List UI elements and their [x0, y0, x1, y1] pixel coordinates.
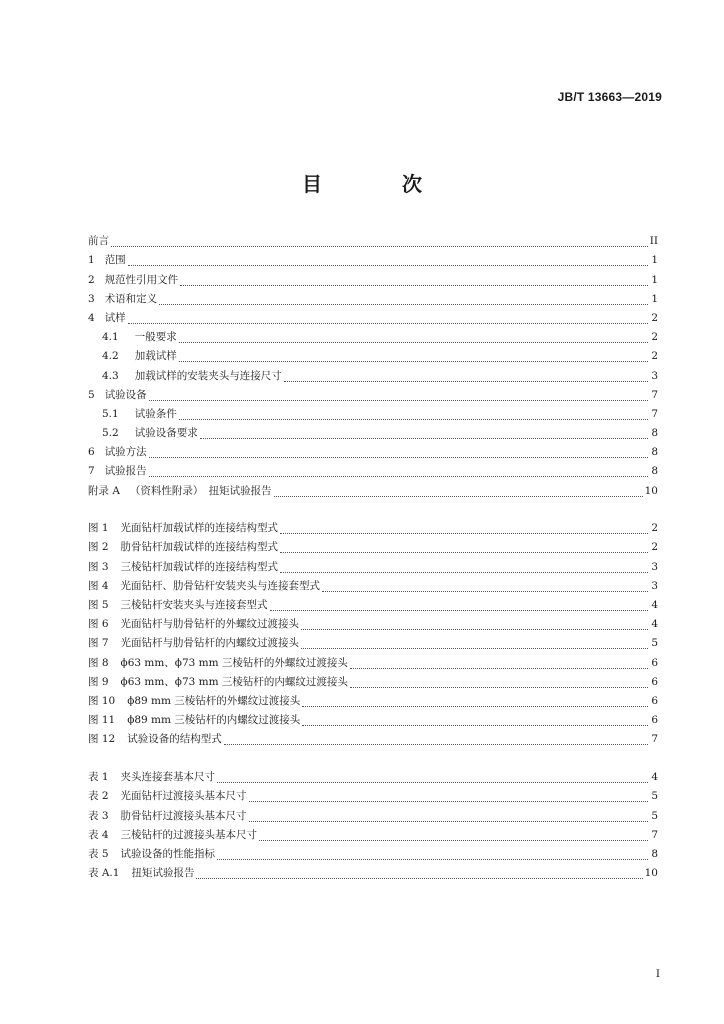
toc-entry-number: 图 2 [88, 541, 109, 554]
toc-entry-page: 6 [651, 714, 658, 727]
toc-leader-dots [179, 353, 648, 362]
toc-leader-dots [284, 373, 648, 382]
toc-entry-title: 肋骨钻杆加载试样的连接结构型式 [120, 541, 279, 554]
toc-entry-title: （资料性附录） 扭矩试验报告 [129, 484, 272, 497]
toc-leader-dots [179, 411, 648, 420]
toc-leader-dots [149, 449, 648, 458]
toc-entry[interactable] [88, 305, 658, 324]
toc-entry[interactable] [88, 228, 658, 247]
toc-leader-dots [200, 430, 648, 439]
toc-entry-number: 表 1 [88, 771, 109, 784]
toc-entry[interactable] [88, 343, 658, 362]
toc-entry-title: 光面钻杆、肋骨钻杆安装夹头与连接套型式 [120, 579, 321, 592]
toc-leader-dots [322, 583, 648, 592]
toc-entry-number: 1 [88, 254, 95, 267]
toc-entry[interactable] [88, 534, 658, 553]
toc-entry-title: ϕ63 mm、ϕ73 mm 三棱钻杆的内螺纹过渡接头 [120, 675, 348, 688]
toc-entry-page: 7 [651, 828, 658, 841]
toc-entry-page: 6 [651, 675, 658, 688]
toc-table-list [88, 764, 658, 879]
toc-leader-dots [280, 564, 648, 573]
toc-entry-title: 三棱钻杆的过渡接头基本尺寸 [120, 828, 258, 841]
toc-entry-title: ϕ63 mm、ϕ73 mm 三棱钻杆的外螺纹过渡接头 [120, 656, 348, 669]
toc-entry-number: 4.1 [102, 331, 119, 344]
toc-entry-page: 4 [651, 618, 658, 631]
toc-entry-page: 7 [651, 407, 658, 420]
toc-entry-title: 扭矩试验报告 [131, 867, 195, 880]
toc-entry[interactable] [88, 515, 658, 534]
toc-entry-title: 试样 [104, 311, 126, 324]
toc-entry-title: 试验报告 [104, 465, 147, 478]
toc-entry-page: 1 [651, 273, 658, 286]
toc-leader-dots [301, 621, 648, 630]
toc-entry[interactable] [88, 420, 658, 439]
toc-entry-title: ϕ89 mm 三棱钻杆的外螺纹过渡接头 [127, 694, 301, 707]
toc-entry-page: 8 [651, 465, 658, 478]
toc-entry-number: 图 1 [88, 522, 109, 535]
toc-entry-title: 试验方法 [104, 446, 147, 459]
toc-leader-dots [128, 257, 648, 266]
toc-entry[interactable] [88, 266, 658, 285]
toc-entry-page: 2 [651, 350, 658, 363]
toc-entry-number: 图 12 [88, 733, 116, 746]
standard-code: JB/T 13663—2019 [557, 90, 662, 104]
toc-entry-page: 8 [651, 847, 658, 860]
toc-entry-number: 4.3 [102, 369, 119, 382]
toc-entry[interactable] [88, 382, 658, 401]
toc-leader-dots [249, 793, 648, 802]
toc-entry-page: 5 [651, 637, 658, 650]
toc-entry[interactable] [88, 573, 658, 592]
toc-entry-page: 4 [651, 771, 658, 784]
toc-leader-dots [280, 525, 648, 534]
toc-entry[interactable] [88, 822, 658, 841]
toc-entry[interactable] [88, 592, 658, 611]
toc-entry-title: 光面钻杆与肋骨钻杆的内螺纹过渡接头 [120, 637, 300, 650]
page-number: I [655, 968, 660, 980]
toc-entry-number: 表 3 [88, 809, 109, 822]
toc-entry-page: 2 [651, 331, 658, 344]
toc-leader-dots [270, 602, 648, 611]
toc-entry-page: 3 [651, 560, 658, 573]
toc-leader-dots [149, 392, 648, 401]
toc-entry[interactable] [88, 841, 658, 860]
toc-entry-number: 图 9 [88, 675, 109, 688]
toc-main-list [88, 228, 658, 497]
toc-entry-number: 图 7 [88, 637, 109, 650]
toc-leader-dots [196, 870, 642, 879]
toc-leader-dots [259, 832, 648, 841]
toc-entry-title: 试验条件 [134, 407, 177, 420]
toc-entry-title: 范围 [104, 254, 126, 267]
toc-entry-title: 加载试样 [134, 350, 177, 363]
toc-entry-title: 光面钻杆加载试样的连接结构型式 [120, 522, 279, 535]
toc-entry[interactable] [88, 286, 658, 305]
toc-entry-number: 表 5 [88, 847, 109, 860]
toc-entry-number: 7 [88, 465, 95, 478]
toc-entry[interactable] [88, 324, 658, 343]
toc-entry-title: 一般要求 [134, 331, 177, 344]
toc-entry-title: 试验设备的性能指标 [120, 847, 216, 860]
toc-leader-dots [302, 698, 648, 707]
toc-entry-number: 2 [88, 273, 95, 286]
toc-entry-page: 5 [651, 809, 658, 822]
toc-leader-dots [249, 813, 648, 822]
toc-entry[interactable] [88, 649, 658, 668]
toc-entry-page: 3 [651, 579, 658, 592]
toc-entry-number: 5.2 [102, 427, 119, 440]
toc-entry-title: 规范性引用文件 [104, 273, 179, 286]
toc-leader-dots [149, 468, 648, 477]
toc-leader-dots [350, 660, 648, 669]
toc-entry[interactable] [88, 860, 658, 879]
toc-entry[interactable] [88, 688, 658, 707]
toc-leader-dots [217, 851, 648, 860]
toc-entry-title: 三棱钻杆加载试样的连接结构型式 [120, 560, 279, 573]
toc-entry[interactable] [88, 726, 658, 745]
toc-leader-dots [179, 334, 648, 343]
toc-entry-number: 5 [88, 388, 95, 401]
toc-entry-number: 图 8 [88, 656, 109, 669]
toc-entry-title: 术语和定义 [104, 292, 158, 305]
toc-entry-page: 2 [651, 522, 658, 535]
toc-leader-dots [274, 488, 643, 497]
toc-entry[interactable] [88, 707, 658, 726]
toc-entry-title: ϕ89 mm 三棱钻杆的内螺纹过渡接头 [127, 714, 301, 727]
toc-entry-title: 加载试样的安装夹头与连接尺寸 [134, 369, 282, 382]
toc-entry[interactable] [88, 669, 658, 688]
toc-entry-page: 4 [651, 598, 658, 611]
toc-entry-page: 5 [651, 790, 658, 803]
toc-leader-dots [350, 679, 648, 688]
toc-entry[interactable] [88, 247, 658, 266]
toc-entry-number: 表 A.1 [88, 867, 120, 880]
toc-entry-title: 试验设备的结构型式 [127, 733, 222, 746]
toc-entry-number: 5.1 [102, 407, 119, 420]
toc-entry-number: 6 [88, 446, 95, 459]
toc-entry[interactable] [88, 783, 658, 802]
toc-entry-page: 3 [651, 369, 658, 382]
toc-entry-page: 7 [651, 733, 658, 746]
toc-entry[interactable] [88, 630, 658, 649]
toc-leader-dots [180, 277, 648, 286]
page-title: 目 次 [302, 172, 452, 196]
toc-entry-page: II [649, 235, 658, 248]
toc-leader-dots [111, 238, 648, 247]
toc-entry-page: 8 [651, 446, 658, 459]
toc-entry-number: 图 6 [88, 618, 109, 631]
toc-entry-number: 4 [88, 311, 95, 324]
toc-leader-dots [128, 315, 648, 324]
toc-entry-page: 1 [651, 254, 658, 267]
toc-entry[interactable] [88, 458, 658, 477]
toc-entry-number: 表 2 [88, 790, 109, 803]
toc-entry-number: 图 3 [88, 560, 109, 573]
toc-entry[interactable] [88, 611, 658, 630]
toc-entry-page: 6 [651, 656, 658, 669]
toc-entry-number: 附录 A [88, 484, 120, 497]
toc-entry-number: 图 5 [88, 598, 109, 611]
toc-entry-title: 试验设备要求 [134, 427, 198, 440]
toc-entry-number: 图 10 [88, 694, 116, 707]
toc-entry-number: 表 4 [88, 828, 109, 841]
toc-leader-dots [301, 640, 648, 649]
toc-entry-title: 夹头连接套基本尺寸 [120, 771, 216, 784]
toc-entry[interactable] [88, 362, 658, 381]
toc-entry-page: 1 [651, 292, 658, 305]
toc-entry-page: 10 [644, 484, 658, 497]
toc-entry-title: 光面钻杆与肋骨钻杆的外螺纹过渡接头 [120, 618, 300, 631]
toc-entry-number: 4.2 [102, 350, 119, 363]
toc-leader-dots [224, 736, 648, 745]
toc-entry-page: 8 [651, 427, 658, 440]
toc-entry[interactable] [88, 553, 658, 572]
toc-entry-page: 6 [651, 694, 658, 707]
toc-entry-title: 肋骨钻杆过渡接头基本尺寸 [120, 809, 247, 822]
toc-entry-number: 图 4 [88, 579, 109, 592]
toc-leader-dots [159, 296, 648, 305]
toc-entry[interactable] [88, 477, 658, 496]
toc-leader-dots [302, 717, 648, 726]
toc-entry-title: 光面钻杆过渡接头基本尺寸 [120, 790, 247, 803]
toc-entry-number: 图 11 [88, 714, 116, 727]
toc-entry-title: 前言 [88, 235, 109, 248]
toc-entry-page: 10 [644, 867, 658, 880]
toc-entry[interactable] [88, 401, 658, 420]
toc-entry-number: 3 [88, 292, 95, 305]
toc-entry[interactable] [88, 802, 658, 821]
toc-entry-page: 2 [651, 311, 658, 324]
toc-entry-title: 三棱钻杆安装夹头与连接套型式 [120, 598, 268, 611]
toc-figure-list [88, 515, 658, 745]
toc-entry[interactable] [88, 439, 658, 458]
toc-entry[interactable] [88, 764, 658, 783]
toc-entry-title: 试验设备 [104, 388, 147, 401]
toc-leader-dots [217, 774, 648, 783]
toc-entry-page: 2 [651, 541, 658, 554]
toc-leader-dots [280, 544, 648, 553]
toc-entry-page: 7 [651, 388, 658, 401]
